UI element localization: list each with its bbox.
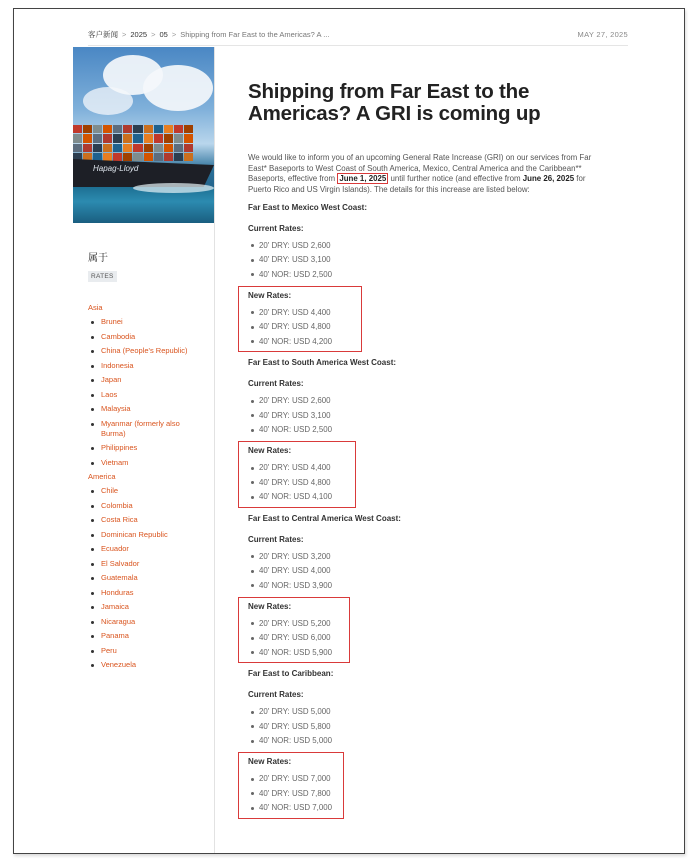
- bullet-icon: [251, 711, 254, 714]
- country-label: Brunei: [101, 317, 123, 326]
- container-box: [174, 125, 183, 133]
- country-link[interactable]: [88, 332, 214, 342]
- container-box: [133, 153, 142, 161]
- rate-item: [248, 255, 608, 265]
- bullet-icon: [251, 429, 254, 432]
- rate-item: [248, 633, 340, 643]
- bullet-icon: [91, 365, 94, 368]
- rate-item: [248, 478, 346, 488]
- bullet-icon: [251, 778, 254, 781]
- breadcrumb-current: Shipping from Far East to the Americas? A ...: [180, 29, 330, 39]
- country-link[interactable]: [88, 646, 214, 656]
- rate-text: 40' DRY: USD 4,000: [259, 566, 331, 576]
- rate-item: [248, 492, 346, 502]
- bullet-icon: [91, 447, 94, 450]
- bullet-icon: [91, 548, 94, 551]
- container-box: [73, 144, 82, 152]
- container-box: [184, 134, 193, 142]
- current-rates-label: Current Rates:: [248, 223, 304, 233]
- rate-section: [248, 203, 608, 353]
- bullet-icon: [251, 792, 254, 795]
- container-box: [133, 125, 142, 133]
- country-label: Malaysia: [101, 404, 131, 413]
- container-box: [184, 153, 193, 161]
- bullet-icon: [251, 555, 254, 558]
- container-box: [164, 125, 173, 133]
- rate-item: [248, 552, 608, 562]
- country-link[interactable]: [88, 573, 214, 583]
- bullet-icon: [251, 570, 254, 573]
- new-rates-box: [238, 441, 356, 508]
- rate-text: 20' DRY: USD 4,400: [259, 463, 331, 473]
- container-box: [83, 144, 92, 152]
- container-box: [123, 134, 132, 142]
- country-label: Panama: [101, 631, 129, 640]
- new-rates-label: New Rates:: [248, 446, 292, 456]
- container-box: [83, 134, 92, 142]
- country-link[interactable]: [88, 317, 214, 327]
- container-stack: [73, 125, 193, 161]
- region-country-list: [88, 486, 214, 670]
- container-box: [103, 125, 112, 133]
- section-heading: Far East to Caribbean:: [248, 669, 334, 679]
- country-link[interactable]: [88, 375, 214, 385]
- publish-date: MAY 27, 2025: [577, 29, 628, 39]
- rate-sections: [248, 203, 608, 819]
- country-label: Ecuador: [101, 544, 129, 553]
- country-label: Vietnam: [101, 457, 129, 467]
- country-label: Chile: [101, 486, 119, 495]
- new-rates-label: New Rates:: [248, 290, 292, 300]
- article: [248, 81, 608, 825]
- rate-item: [248, 270, 608, 280]
- rate-text: 20' DRY: USD 2,600: [259, 396, 331, 406]
- container-box: [144, 125, 153, 133]
- container-box: [184, 125, 193, 133]
- rate-item: [248, 648, 340, 658]
- bullet-icon: [251, 400, 254, 403]
- breadcrumb-separator: >: [151, 29, 156, 39]
- cloud-shape: [83, 87, 133, 115]
- rate-text: 40' NOR: USD 5,000: [259, 736, 332, 746]
- bullet-icon: [251, 273, 254, 276]
- country-link[interactable]: [88, 515, 214, 525]
- bullet-icon: [251, 259, 254, 262]
- container-box: [123, 125, 132, 133]
- country-label: Indonesia: [101, 360, 134, 370]
- bullet-icon: [251, 340, 254, 343]
- rate-list: [248, 396, 608, 435]
- new-rates-box: [238, 286, 362, 353]
- container-box: [113, 144, 122, 152]
- container-box: [174, 134, 183, 142]
- belongs-label: 属于: [88, 253, 108, 264]
- container-box: [164, 153, 173, 161]
- effective-date-highlight: June 1, 2025: [339, 174, 387, 183]
- bullet-icon: [91, 336, 94, 339]
- sidebar: [73, 47, 214, 675]
- rate-text: 40' NOR: USD 5,900: [259, 647, 332, 657]
- new-rates-box: [238, 597, 350, 664]
- rate-text: 20' DRY: USD 4,400: [259, 307, 331, 317]
- country-link[interactable]: [88, 617, 214, 627]
- rate-item: [248, 396, 608, 406]
- rate-text: 20' DRY: USD 2,600: [259, 240, 331, 250]
- bullet-icon: [91, 462, 94, 465]
- container-box: [93, 153, 102, 161]
- intro-text: until further notice (and effective from: [388, 174, 523, 183]
- country-link[interactable]: [88, 660, 214, 670]
- rate-text: 40' DRY: USD 3,100: [259, 410, 331, 420]
- container-box: [123, 153, 132, 161]
- bullet-icon: [251, 467, 254, 470]
- rate-text: 40' NOR: USD 4,200: [259, 336, 332, 346]
- bullet-icon: [251, 414, 254, 417]
- country-link[interactable]: [88, 530, 214, 540]
- breadcrumb: [88, 29, 329, 40]
- region-country-list: [88, 317, 214, 468]
- rate-text: 40' NOR: USD 3,900: [259, 580, 332, 590]
- bullet-icon: [251, 807, 254, 810]
- region-name[interactable]: Asia: [88, 303, 103, 312]
- container-box: [83, 125, 92, 133]
- bullet-icon: [251, 496, 254, 499]
- rate-item: [248, 736, 608, 746]
- rate-item: [248, 322, 352, 332]
- country-label: El Salvador: [101, 558, 140, 568]
- bullet-icon: [91, 408, 94, 411]
- rate-list: [248, 552, 608, 591]
- country-label: Dominican Republic: [101, 529, 168, 539]
- rate-item: [248, 803, 334, 813]
- country-link[interactable]: [88, 602, 214, 612]
- page-frame: [13, 8, 685, 854]
- rate-list: [248, 774, 334, 813]
- bullet-icon: [251, 622, 254, 625]
- container-box: [154, 134, 163, 142]
- bullet-icon: [91, 394, 94, 397]
- section-heading: Far East to Mexico West Coast:: [248, 202, 367, 212]
- bullet-icon: [91, 606, 94, 609]
- rate-text: 20' DRY: USD 5,200: [259, 618, 331, 628]
- container-box: [113, 134, 122, 142]
- country-label: China (People's Republic): [101, 346, 188, 355]
- rate-text: 40' NOR: USD 7,000: [259, 803, 332, 813]
- rate-text: 20' DRY: USD 5,000: [259, 707, 331, 717]
- country-link[interactable]: [88, 346, 214, 356]
- country-link[interactable]: [88, 419, 214, 439]
- article-title: Shipping from Far East to the Americas? A GRI is coming up: [248, 80, 541, 125]
- container-box: [144, 153, 153, 161]
- ship-brand-text: Hapag-Lloyd: [93, 164, 139, 173]
- container-box: [144, 144, 153, 152]
- new-rates-label: New Rates:: [248, 757, 292, 767]
- country-label: Honduras: [101, 587, 134, 597]
- region-name[interactable]: America: [88, 472, 116, 481]
- country-label: Peru: [101, 645, 117, 655]
- country-link[interactable]: [88, 501, 214, 511]
- rate-list: [248, 241, 608, 280]
- region-group: [88, 303, 214, 468]
- rate-text: 40' DRY: USD 7,800: [259, 788, 331, 798]
- bullet-icon: [91, 519, 94, 522]
- breadcrumb-separator: >: [122, 29, 127, 39]
- rate-item: [248, 241, 608, 251]
- country-label: Myanmar (formerly also Burma): [101, 418, 180, 438]
- rate-text: 40' DRY: USD 4,800: [259, 322, 331, 332]
- bullet-icon: [91, 664, 94, 667]
- rate-text: 20' DRY: USD 3,200: [259, 551, 331, 561]
- rate-item: [248, 722, 608, 732]
- bullet-icon: [91, 423, 94, 426]
- country-label: Venezuela: [101, 660, 137, 669]
- bullet-icon: [91, 563, 94, 566]
- country-link[interactable]: [88, 559, 214, 569]
- rate-item: [248, 411, 608, 421]
- country-link[interactable]: [88, 486, 214, 496]
- container-box: [154, 125, 163, 133]
- breadcrumb-home[interactable]: 客户新闻: [88, 29, 118, 39]
- top-bar: [88, 23, 628, 46]
- rate-text: 40' NOR: USD 2,500: [259, 269, 332, 279]
- bullet-icon: [251, 481, 254, 484]
- rate-text: 40' DRY: USD 5,800: [259, 721, 331, 731]
- section-heading: Far East to South America West Coast:: [248, 358, 397, 368]
- country-label: Nicaragua: [101, 616, 136, 626]
- country-label: Philippines: [101, 443, 138, 452]
- container-box: [73, 125, 82, 133]
- container-box: [184, 144, 193, 152]
- country-label: Japan: [101, 375, 122, 384]
- intro-text: We would like to inform you of an upcoming General Rate Increase (GRI) on our services from Far East* Baseports to West Coast of South America, Mexico, Central America and the Caribbean** Baseports, effective from: [248, 153, 592, 183]
- new-rates-label: New Rates:: [248, 601, 292, 611]
- rate-text: 20' DRY: USD 7,000: [259, 774, 331, 784]
- container-box: [103, 134, 112, 142]
- country-link[interactable]: [88, 631, 214, 641]
- rates-tag[interactable]: RATES: [88, 271, 117, 282]
- container-box: [123, 144, 132, 152]
- container-box: [113, 125, 122, 133]
- current-rates-label: Current Rates:: [248, 379, 304, 389]
- cloud-shape: [143, 65, 213, 111]
- rate-section: [248, 358, 608, 508]
- sea-foam: [133, 183, 214, 193]
- rate-section: [248, 514, 608, 664]
- bullet-icon: [91, 379, 94, 382]
- current-rates-label: Current Rates:: [248, 534, 304, 544]
- country-link[interactable]: [88, 588, 214, 598]
- container-box: [174, 144, 183, 152]
- country-link[interactable]: [88, 404, 214, 414]
- section-heading: Far East to Central America West Coast:: [248, 513, 401, 523]
- country-link[interactable]: [88, 361, 214, 371]
- bullet-icon: [251, 311, 254, 314]
- rate-item: [248, 619, 340, 629]
- rate-item: [248, 463, 346, 473]
- bullet-icon: [91, 592, 94, 595]
- article-intro: [248, 153, 608, 195]
- container-box: [144, 134, 153, 142]
- country-label: Laos: [101, 389, 118, 399]
- rate-item: [248, 581, 608, 591]
- country-label: Cambodia: [101, 331, 136, 341]
- country-label: Costa Rica: [101, 515, 138, 524]
- current-rates-label: Current Rates:: [248, 690, 304, 700]
- container-box: [174, 153, 183, 161]
- rate-list: [248, 619, 340, 658]
- country-label: Jamaica: [101, 602, 129, 611]
- breadcrumb-separator: >: [171, 29, 177, 39]
- container-box: [164, 134, 173, 142]
- rate-item: [248, 789, 334, 799]
- container-box: [93, 125, 102, 133]
- container-box: [133, 134, 142, 142]
- bullet-icon: [91, 321, 94, 324]
- rate-text: 40' DRY: USD 6,000: [259, 633, 331, 643]
- container-box: [103, 153, 112, 161]
- bullet-icon: [251, 651, 254, 654]
- bullet-icon: [91, 650, 94, 653]
- container-box: [133, 144, 142, 152]
- new-rates-box: [238, 752, 344, 819]
- country-link[interactable]: [88, 443, 214, 453]
- region-group: [88, 472, 214, 670]
- rate-item: [248, 707, 608, 717]
- country-label: Colombia: [101, 500, 133, 510]
- rate-text: 40' DRY: USD 4,800: [259, 477, 331, 487]
- rate-text: 40' DRY: USD 3,100: [259, 255, 331, 265]
- rate-text: 40' NOR: USD 4,100: [259, 492, 332, 502]
- rate-item: [248, 308, 352, 318]
- bullet-icon: [251, 244, 254, 247]
- bullet-icon: [91, 577, 94, 580]
- bullet-icon: [251, 637, 254, 640]
- container-box: [113, 153, 122, 161]
- column-divider: [214, 47, 215, 854]
- bullet-icon: [91, 350, 94, 353]
- bullet-icon: [91, 635, 94, 638]
- container-box: [93, 144, 102, 152]
- rate-section: [248, 669, 608, 819]
- container-box: [154, 153, 163, 161]
- container-box: [73, 134, 82, 142]
- rate-item: [248, 566, 608, 576]
- breadcrumb-month[interactable]: 05: [159, 29, 168, 39]
- intro-text: for Puerto Rico and US Virgin Islands). The details for this increase are listed below:: [248, 174, 586, 194]
- container-box: [93, 134, 102, 142]
- rate-list: [248, 707, 608, 746]
- country-link[interactable]: [88, 544, 214, 554]
- country-link[interactable]: [88, 390, 214, 400]
- rate-item: [248, 774, 334, 784]
- rate-item: [248, 337, 352, 347]
- container-box: [103, 144, 112, 152]
- bullet-icon: [251, 584, 254, 587]
- country-label: Guatemala: [101, 573, 138, 582]
- rate-list: [248, 308, 352, 347]
- breadcrumb-year[interactable]: 2025: [130, 29, 148, 39]
- bullet-icon: [91, 505, 94, 508]
- bullet-icon: [251, 326, 254, 329]
- rate-item: [248, 425, 608, 435]
- container-box: [164, 144, 173, 152]
- container-box: [154, 144, 163, 152]
- rate-list: [248, 463, 346, 502]
- bullet-icon: [251, 725, 254, 728]
- rate-text: 40' NOR: USD 2,500: [259, 425, 332, 435]
- bullet-icon: [251, 740, 254, 743]
- bullet-icon: [91, 621, 94, 624]
- effective-date-2: June 26, 2025: [522, 174, 575, 183]
- bullet-icon: [91, 534, 94, 537]
- region-list: [73, 303, 214, 670]
- country-link[interactable]: [88, 458, 214, 468]
- bullet-icon: [91, 490, 94, 493]
- hero-image: [73, 47, 214, 223]
